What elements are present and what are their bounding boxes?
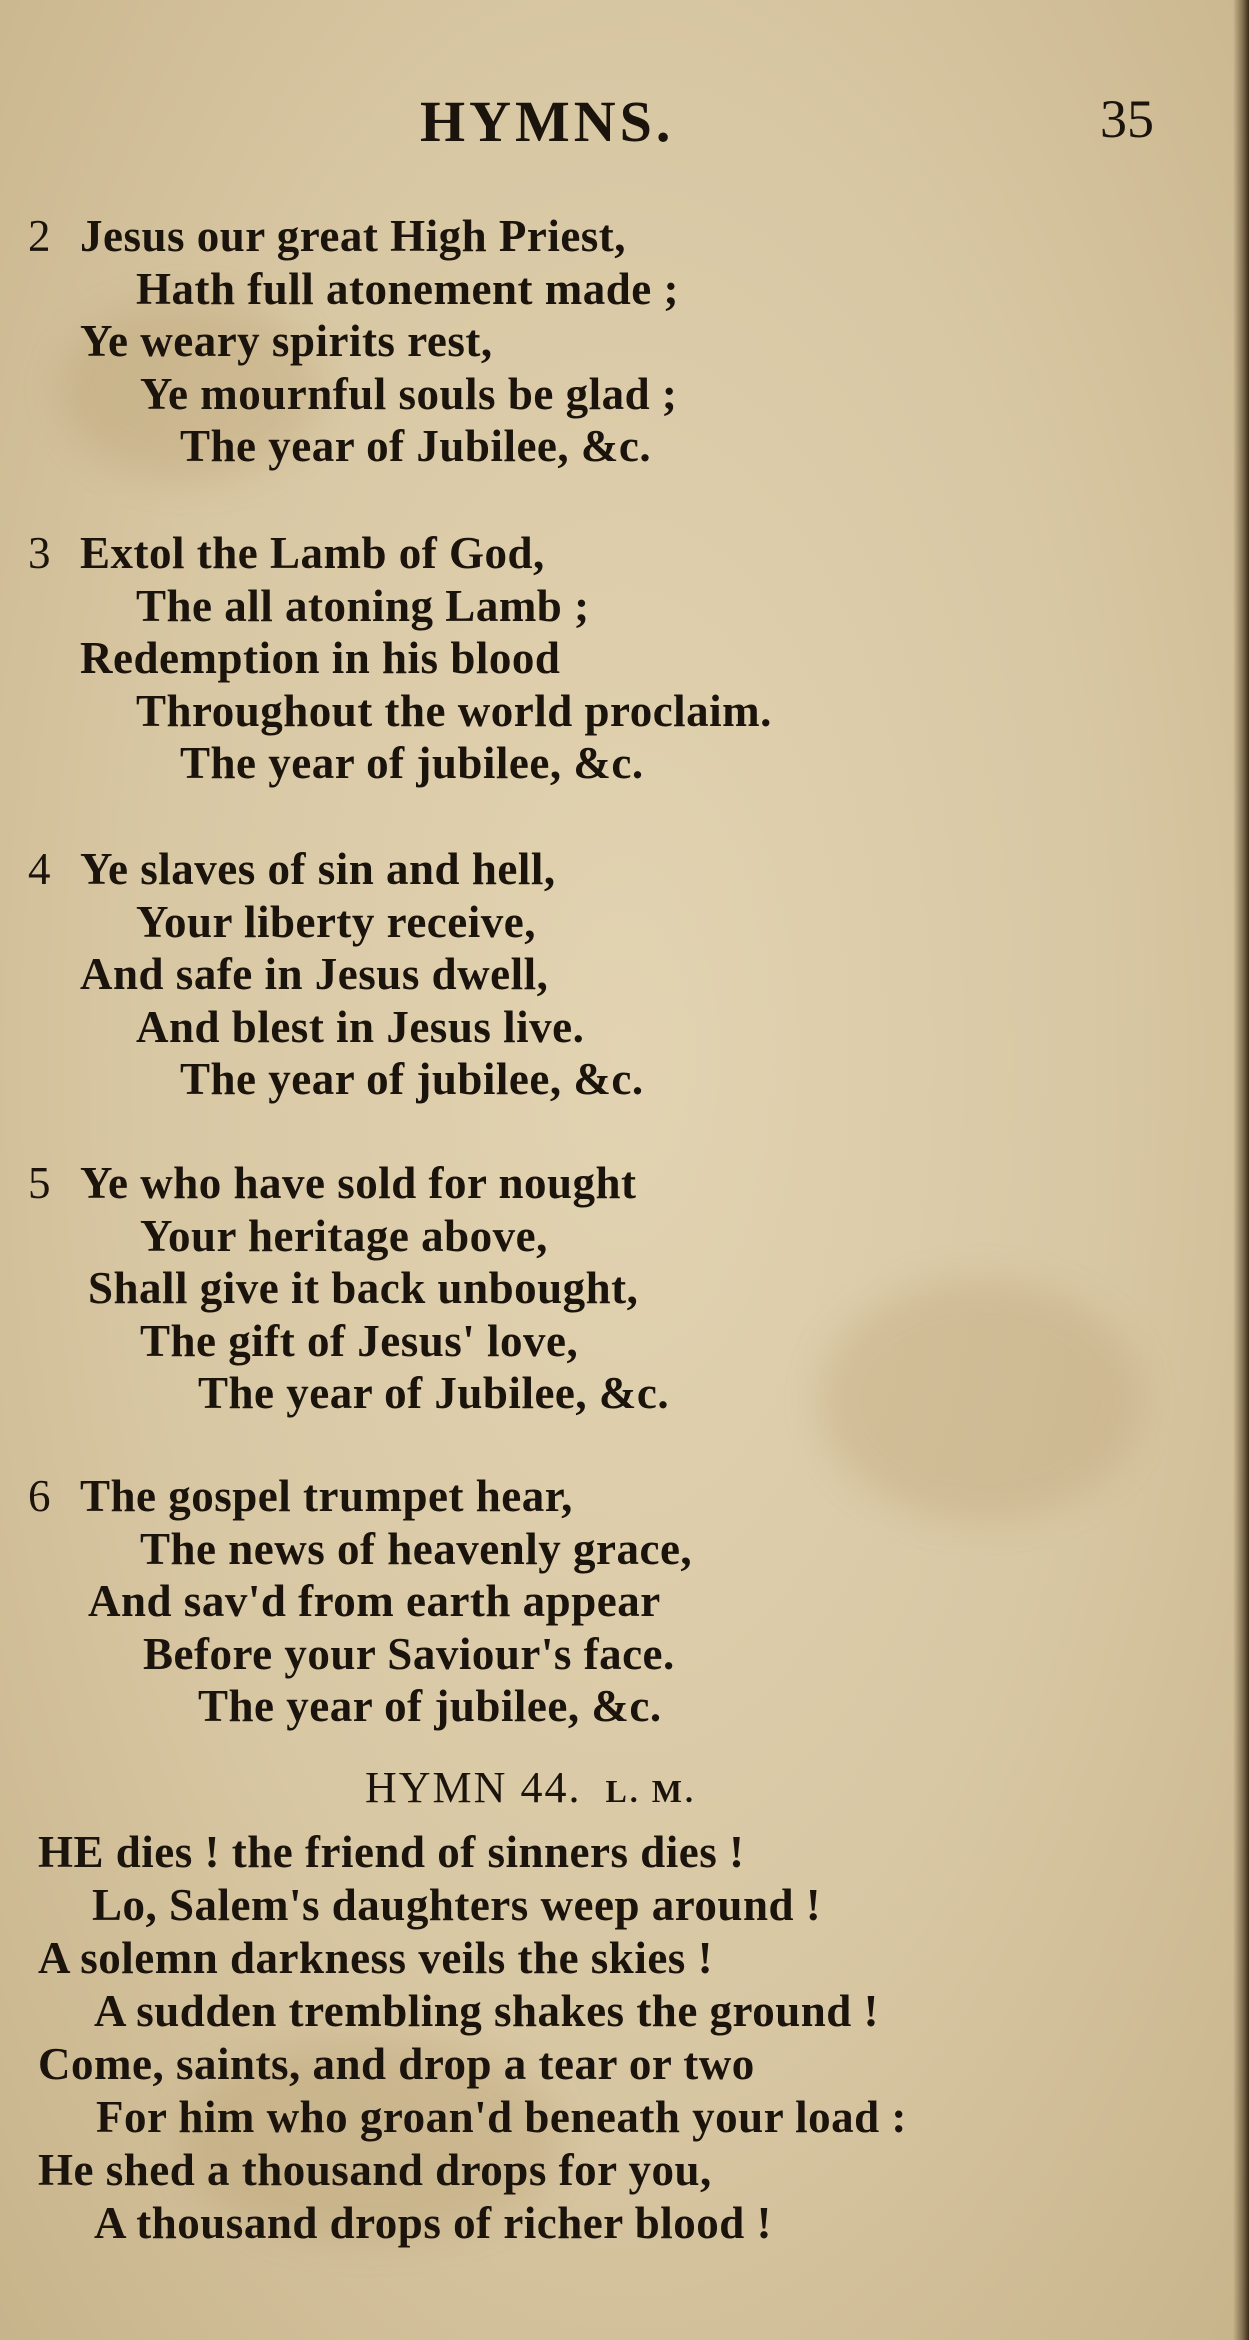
stanza-line: And safe in Jesus dwell, [80,949,549,999]
stanza-6 [28,1470,1178,1733]
hymn-meter: L. M. [605,1773,696,1809]
stanza-line [28,210,1178,263]
verse-line: Lo, Salem's daughters weep around ! [92,1880,822,1930]
verse-line: HE dies ! the friend of sinners dies ! [38,1827,745,1877]
stanza-2 [28,210,1178,473]
stanza-refrain: The year of Jubilee, &c. [198,1368,670,1418]
stanza-line: Your heritage above, [140,1210,548,1261]
hymn-heading [365,1762,696,1813]
stanza-line: And sav'd from earth appear [88,1576,661,1626]
stanza-line: Shall give it back unbought, [88,1263,639,1313]
stanza-refrain: The year of jubilee, &c. [180,1054,644,1104]
stanza-refrain: The year of Jubilee, &c. [180,421,652,471]
page-number: 35 [1100,89,1154,149]
stanza-line: Redemption in his blood [80,633,561,683]
stanza-line: Hath full atonement made ; [136,263,679,314]
stanza-line [28,527,1178,580]
verse-text: Jesus our great High Priest, [80,211,627,261]
verse-line: A thousand drops of richer blood ! [94,2198,772,2248]
verse-line: For him who groan'd beneath your load : [96,2092,907,2142]
verse-line: A solemn darkness veils the skies ! [38,1933,714,1983]
stanza-refrain: The year of jubilee, &c. [198,1681,662,1731]
running-title: HYMNS. [420,89,675,154]
stanza-line [28,843,1178,896]
verse-text: Extol the Lamb of God, [80,528,545,578]
stanza-line: Before your Saviour's face. [143,1628,675,1679]
verse-line: He shed a thousand drops for you, [38,2145,712,2195]
stanza-4 [28,843,1178,1106]
page-edge-shadow [1233,0,1249,2340]
stanza-5 [28,1157,1178,1420]
stanza-line: Throughout the world proclaim. [136,685,772,736]
stanza-3 [28,527,1178,790]
stanza-number: 2 [28,211,51,261]
stanza-refrain: The year of jubilee, &c. [180,738,644,788]
stanza-number: 3 [28,528,51,578]
hymn-title: HYMN 44. [365,1763,582,1812]
stanza-line: Your liberty receive, [136,896,536,947]
stanza-line: Ye weary spirits rest, [80,316,493,366]
verse-line: Come, saints, and drop a tear or two [38,2039,755,2089]
stanza-line: Ye mournful souls be glad ; [140,368,678,419]
verse-line: A sudden trembling shakes the ground ! [94,1986,880,2036]
stanza-line: The news of heavenly grace, [140,1523,693,1574]
stanza-line: And blest in Jesus live. [136,1001,585,1052]
stanza-line: The gift of Jesus' love, [140,1315,579,1366]
stanza-number: 5 [28,1158,51,1208]
verse-text: The gospel trumpet hear, [80,1471,573,1521]
stanza-line: The all atoning Lamb ; [136,580,590,631]
verse-text: Ye slaves of sin and hell, [80,844,556,894]
hymn-44-verse [38,1826,1188,2250]
stanza-line [28,1157,1178,1210]
running-head [0,88,1249,158]
verse-text: Ye who have sold for nought [80,1158,637,1208]
stanza-line [28,1470,1178,1523]
stanza-number: 4 [28,844,51,894]
stanza-number: 6 [28,1471,51,1521]
